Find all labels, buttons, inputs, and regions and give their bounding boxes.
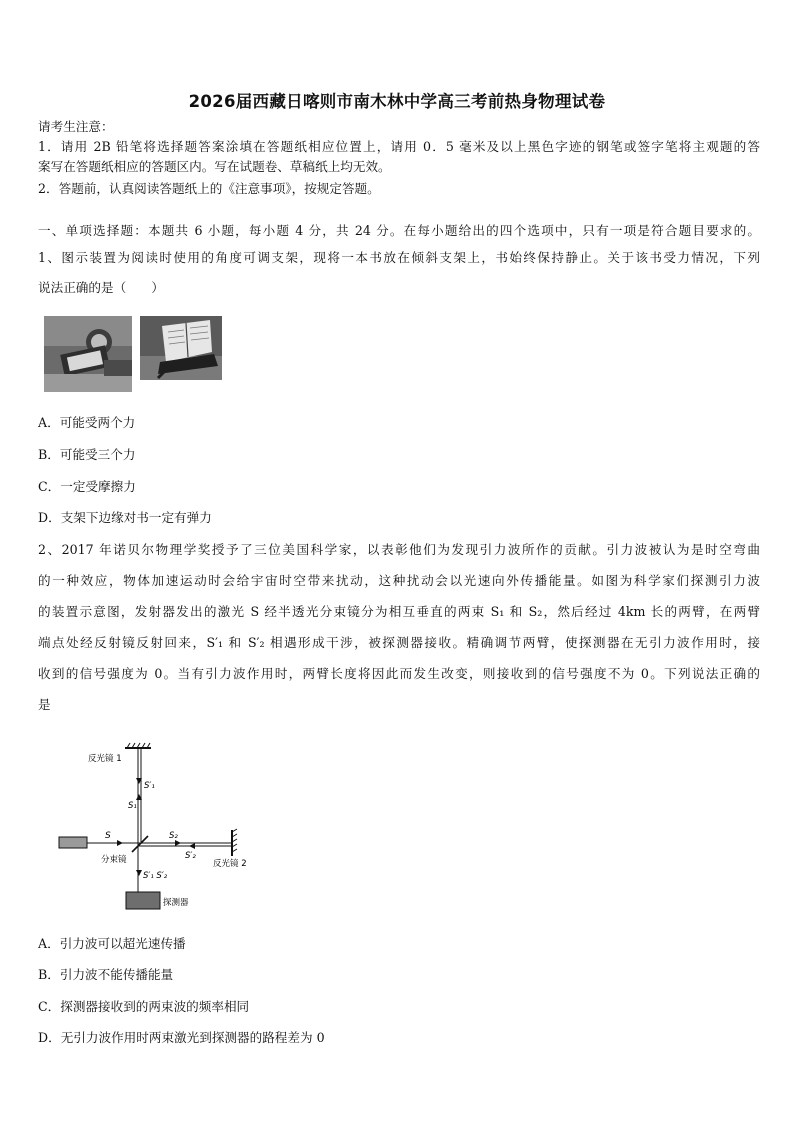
beam-s1-label: S₁: [128, 801, 137, 811]
mirror-2-label: 反光镜 2: [213, 859, 247, 869]
mirror-1-label: 反光镜 1: [88, 754, 122, 764]
q2-stem-line-6: 是: [38, 697, 51, 712]
beam-s2-prime-label: S′₂: [185, 851, 196, 861]
q2-stem-line-4: 端点处经反射镜反射回来，S′₁ 和 S′₂ 相遇形成干涉，被探测器接收。精确调节两臂，使探测器在无引力波作用时，接: [38, 635, 760, 650]
beams-combined-label: S′₁ S′₂: [143, 871, 168, 881]
reading-stand-photo-1: [44, 316, 132, 392]
notice-heading: 请考生注意：: [38, 119, 114, 134]
detector-label: 探测器: [163, 898, 189, 908]
q2-option-a: A．引力波可以超光速传播: [38, 936, 186, 951]
notice-item-1-line-1: 1．请用 2B 铅笔将选择题答案涂填在答题纸相应位置上，请用 0．5 毫米及以上黑色字迹的钢笔或签字笔将主观题的答: [38, 139, 760, 154]
q1-option-c: C．一定受摩擦力: [38, 479, 136, 494]
q2-stem-line-5: 收到的信号强度为 0。当有引力波作用时，两臂长度将因此而发生改变，则接收到的信号强度不为 0。下列说法正确的: [38, 666, 760, 681]
detector-icon: [126, 892, 160, 909]
q2-option-c: C．探测器接收到的两束波的频率相同: [38, 999, 250, 1014]
q1-stem-line-1: 1、图示装置为阅读时使用的角度可调支架，现将一本书放在倾斜支架上，书始终保持静止。关于该书受力情况，下列: [38, 250, 760, 265]
laser-emitter-icon: [59, 837, 87, 848]
q2-option-b: B．引力波不能传播能量: [38, 967, 174, 982]
q1-option-a: A．可能受两个力: [38, 415, 136, 430]
q1-stem-line-2: 说法正确的是（ ）: [38, 280, 164, 295]
q2-stem-line-3: 的装置示意图，发射器发出的激光 S 经半透光分束镜分为相互垂直的两束 S₁ 和 S₂，然后经过 4km 长的两臂，在两臂: [38, 604, 760, 619]
q1-option-b: B．可能受三个力: [38, 447, 136, 462]
q2-stem-line-1: 2、2017 年诺贝尔物理学奖授予了三位美国科学家，以表彰他们为发现引力波所作的贡献。引力波被认为是时空弯曲: [38, 542, 760, 557]
interferometer-diagram: [55, 742, 285, 912]
q2-stem-line-2: 的一种效应，物体加速运动时会给宇宙时空带来扰动，这种扰动会以光速向外传播能量。如图为科学家们探测引力波: [38, 573, 760, 588]
section-1-heading: 一、单项选择题：本题共 6 小题，每小题 4 分，共 24 分。在每小题给出的四个选项中，只有一项是符合题目要求的。: [38, 223, 760, 238]
q1-option-d: D．支架下边缘对书一定有弹力: [38, 510, 212, 525]
q2-option-d: D．无引力波作用时两束激光到探测器的路程差为 0: [38, 1030, 325, 1045]
page-title: 2026届西藏日喀则市南木林中学高三考前热身物理试卷: [188, 92, 606, 111]
notice-item-2: 2．答题前，认真阅读答题纸上的《注意事项》，按规定答题。: [38, 181, 380, 196]
beam-splitter-icon: [132, 836, 148, 852]
notice-item-1-line-2: 案写在答题纸相应的答题区内。写在试题卷、草稿纸上均无效。: [38, 159, 391, 174]
beam-s1-prime-label: S′₁: [144, 781, 155, 791]
beam-splitter-label: 分束镜: [101, 855, 127, 865]
beam-s2-label: S₂: [169, 831, 178, 841]
laser-s-label: S: [105, 831, 111, 841]
reading-stand-photo-2: [140, 316, 222, 380]
